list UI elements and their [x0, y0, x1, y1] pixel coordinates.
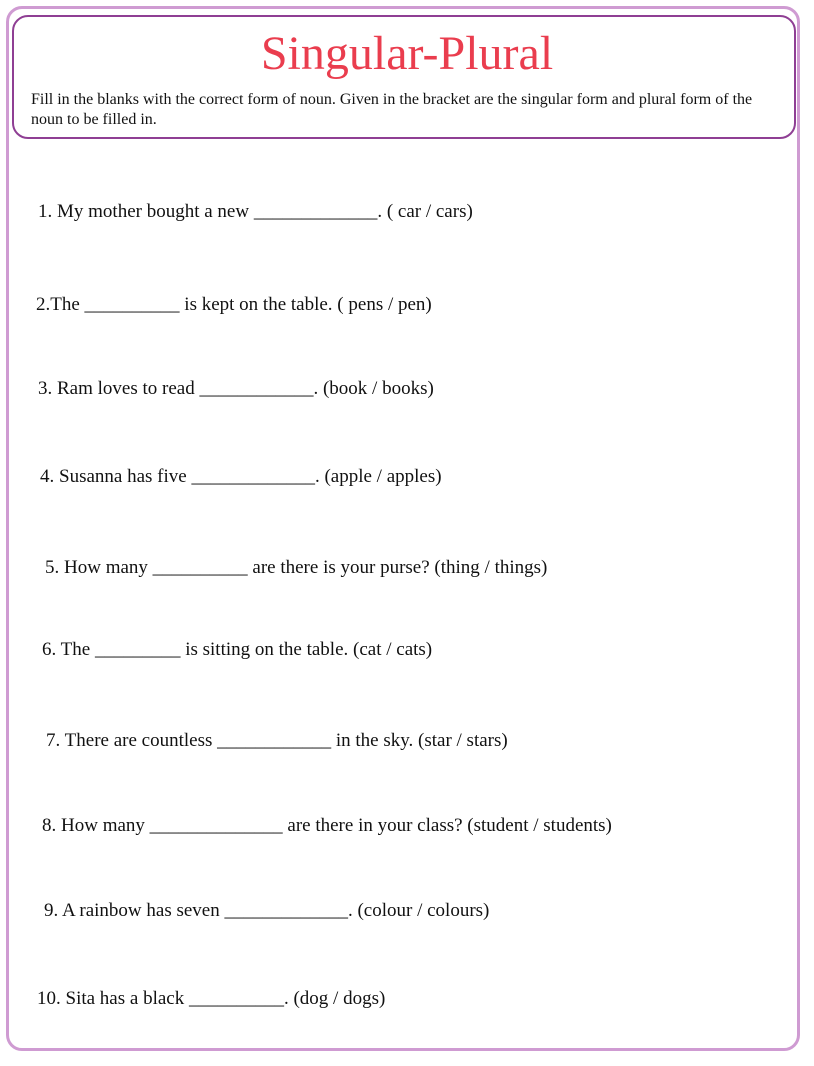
worksheet-frame: [6, 6, 800, 1051]
instructions-text: Fill in the blanks with the correct form of noun. Given in the bracket are the singular form and plural form of the noun to be filled in.: [31, 91, 753, 128]
question-8: 8. How many ______________ are there in your class? (student / students): [42, 815, 612, 836]
question-10: 10. Sita has a black __________. (dog / dogs): [37, 988, 386, 1009]
question-6: 6. The _________ is sitting on the table. (cat / cats): [42, 639, 433, 660]
question-5: 5. How many __________ are there is your purse? (thing / things): [45, 557, 548, 578]
question-1: 1. My mother bought a new _____________. ( car / cars): [38, 201, 473, 222]
question-9: 9. A rainbow has seven _____________. (colour / colours): [44, 900, 490, 921]
question-2: 2.The __________ is kept on the table. ( pens / pen): [36, 294, 432, 315]
question-7: 7. There are countless ____________ in the sky. (star / stars): [46, 730, 508, 751]
question-4: 4. Susanna has five _____________. (apple / apples): [40, 466, 442, 487]
question-3: 3. Ram loves to read ____________. (book / books): [38, 378, 434, 399]
page-title: Singular-Plural: [260, 27, 554, 80]
